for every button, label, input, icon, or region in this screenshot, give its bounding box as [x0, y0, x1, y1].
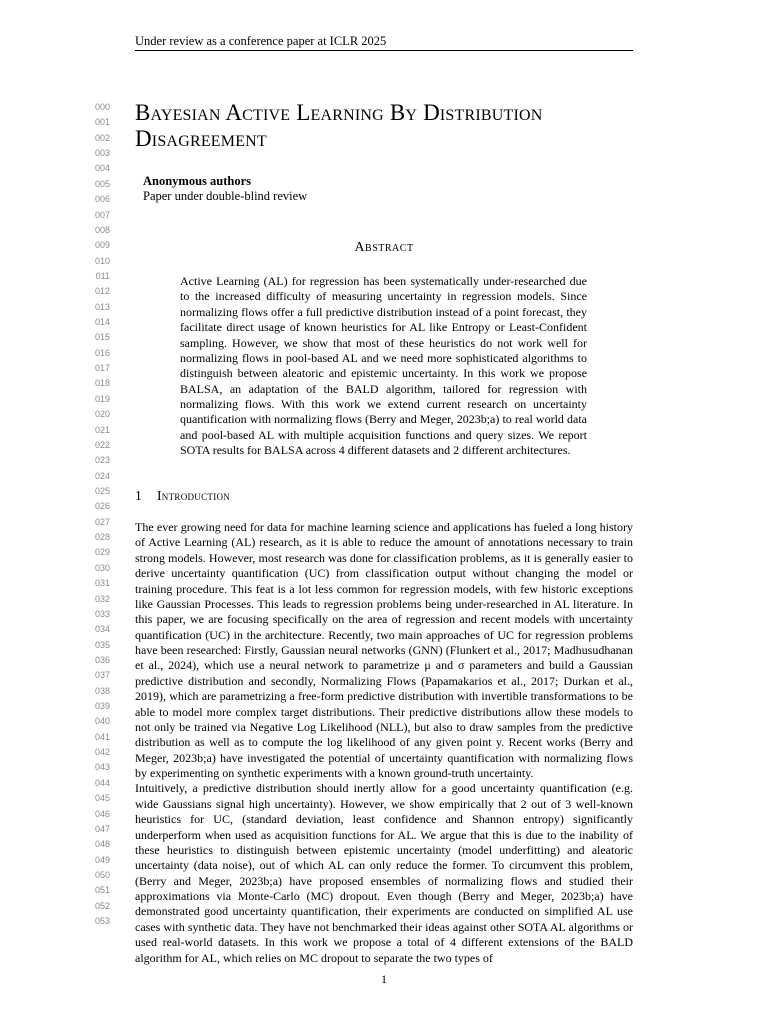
line-number: 001: [94, 117, 110, 128]
line-number: 004: [94, 163, 110, 174]
line-number: 039: [94, 701, 110, 712]
line-number: 033: [94, 608, 110, 619]
line-number: 006: [94, 194, 110, 205]
line-number: 000: [94, 102, 110, 112]
abstract-heading: Abstract: [354, 240, 414, 255]
line-number: 041: [94, 731, 110, 742]
line-number: 005: [94, 178, 110, 189]
line-number: 026: [94, 501, 110, 512]
line-number: 017: [94, 363, 110, 374]
line-number: 048: [94, 839, 110, 850]
introduction-body: [135, 520, 633, 966]
author-block: [143, 174, 307, 204]
line-number: 016: [94, 347, 110, 358]
line-number: 029: [94, 547, 110, 558]
line-number: 050: [94, 869, 110, 880]
line-number: 023: [94, 455, 110, 466]
line-number: 009: [94, 240, 110, 251]
line-number: 013: [94, 301, 110, 312]
line-number: 012: [94, 286, 110, 297]
line-number: 007: [94, 209, 110, 220]
line-number: 036: [94, 654, 110, 665]
line-number: 053: [94, 916, 110, 927]
line-number: 015: [94, 332, 110, 343]
line-number: 021: [94, 424, 110, 435]
line-number: 042: [94, 747, 110, 758]
line-number-column: [88, 100, 110, 929]
line-number: 049: [94, 854, 110, 865]
line-number: 003: [94, 148, 110, 159]
line-number: 019: [94, 393, 110, 404]
line-number: 038: [94, 685, 110, 696]
line-number: 008: [94, 224, 110, 235]
line-number: 047: [94, 823, 110, 834]
header-rule: [135, 50, 633, 51]
line-number: 018: [94, 378, 110, 389]
line-number: 045: [94, 793, 110, 804]
review-note: Paper under double-blind review: [143, 189, 308, 203]
line-number: 031: [94, 578, 110, 589]
line-number: 032: [94, 593, 110, 604]
line-number: 030: [94, 562, 110, 573]
line-number: 052: [94, 900, 110, 911]
line-number: 027: [94, 516, 110, 527]
line-number: 025: [94, 485, 110, 496]
line-number: 046: [94, 808, 110, 819]
line-number: 051: [94, 885, 110, 896]
section-number: 1: [135, 488, 142, 503]
paper-title: Bayesian Active Learning By Distribution Disagreement: [135, 100, 543, 151]
line-number: 035: [94, 639, 110, 650]
line-number: 020: [94, 409, 110, 420]
line-number: 028: [94, 532, 110, 543]
line-number: 022: [94, 439, 110, 450]
running-header: Under review as a conference paper at ICLR 2025: [135, 34, 387, 48]
line-number: 010: [94, 255, 110, 266]
line-number: 011: [95, 270, 110, 281]
section-title: Introduction: [157, 488, 231, 503]
line-number: 043: [94, 762, 110, 773]
paragraph: Intuitively, a predictive distribution should inertly allow for a good uncertainty quantification (e.g. wide Gaussians signal high uncertainty). However, we show empirically that 2 out of 3 well-known heuristics for UC, (standard deviation, least confidence and Shannon entropy) significantly underperform when used as acquisition functions for AL. We argue that this is due to the inability of these heuristics to distinguish between epistemic uncertainty (model underfitting) and aleatoric uncertainty (data noise), out of which AL can only reduce the former. To circumvent this problem, (Berry and Meger, 2023b;a) have proposed ensembles of normalizing flows and studied their approximations via Monte-Carlo (MC) dropout. Even though (Berry and Meger, 2023b;a) have demonstrated good uncertainty quantification, their experiments are conducted on simplified AL use cases with synthetic data. They have not benchmarked their ideas against other SOTA AL algorithms or used real-world datasets. In this work we propose a total of 4 different extensions of the BALD algorithm for AL, which relies on MC dropout to separate the two types of: [135, 781, 633, 965]
line-number: 002: [94, 132, 110, 143]
abstract-text: Active Learning (AL) for regression has been systematically under-researched due to the increased difficulty of measuring uncertainty in regression models. Since normalizing flows offer a full predictive distribution instead of a point forecast, they facilitate direct usage of known heuristics for AL like Entropy or Least-Confident sampling. However, we show that most of these heuristics do not work well for normalizing flows in pool-based AL and we need more sophisticated algorithms to distinguish between aleatoric and epistemic uncertainty. In this work we propose BALSA, an adaptation of the BALD algorithm, tailored for regression with normalizing flows. With this work we extend current research on uncertainty quantification with normalizing flows (Berry and Meger, 2023b;a) to real world data and pool-based AL with multiple acquisition functions and query sizes. We report SOTA results for BALSA across 4 different datasets and 2 different architectures.: [180, 274, 587, 458]
section-heading: [135, 488, 230, 504]
author-name: Anonymous authors: [143, 174, 252, 188]
line-number: 034: [94, 624, 110, 635]
page-number: 1: [381, 972, 387, 986]
line-number: 024: [94, 470, 110, 481]
line-number: 037: [94, 670, 110, 681]
line-number: 040: [94, 716, 110, 727]
paragraph: The ever growing need for data for machine learning science and applications has fueled a long history of Active Learning (AL) research, as it is able to reduce the amount of annotations necessary to train strong models. However, most research was done for classification problems, as it is generally easier to derive uncertainty quantification (UC) from classification output without changing the model or training procedure. This feat is a lot less common for regression models, with few historic exceptions like Gaussian Processes. This leads to regression problems being under-researched in AL literature. In this paper, we are focusing specifically on the area of regression and recent models with uncertainty quantification (UC) in the architecture. Recently, two main approaches of UC for regression problems have been researched: Firstly, Gaussian neural networks (GNN) (Flunkert et al., 2017; Madhusudhanan et al., 2024), which use a neural network to parametrize μ and σ parameters and build a Gaussian predictive distribution and secondly, Normalizing Flows (Papamakarios et al., 2017; Durkan et al., 2019), which are parametrizing a free-form predictive distribution with invertible transformations to be able to model more complex target distributions. Their predictive distributions allow these models to not only be trained via Negative Log Likelihood (NLL), but also to draw samples from the predictive distribution as well as to compute the log likelihood of any given point y. Recent works (Berry and Meger, 2023b;a) have investigated the potential of uncertainty quantification with normalizing flows by experimenting on synthetic experiments with a known ground-truth uncertainty.: [135, 520, 633, 780]
line-number: 014: [94, 317, 110, 328]
line-number: 044: [94, 777, 110, 788]
